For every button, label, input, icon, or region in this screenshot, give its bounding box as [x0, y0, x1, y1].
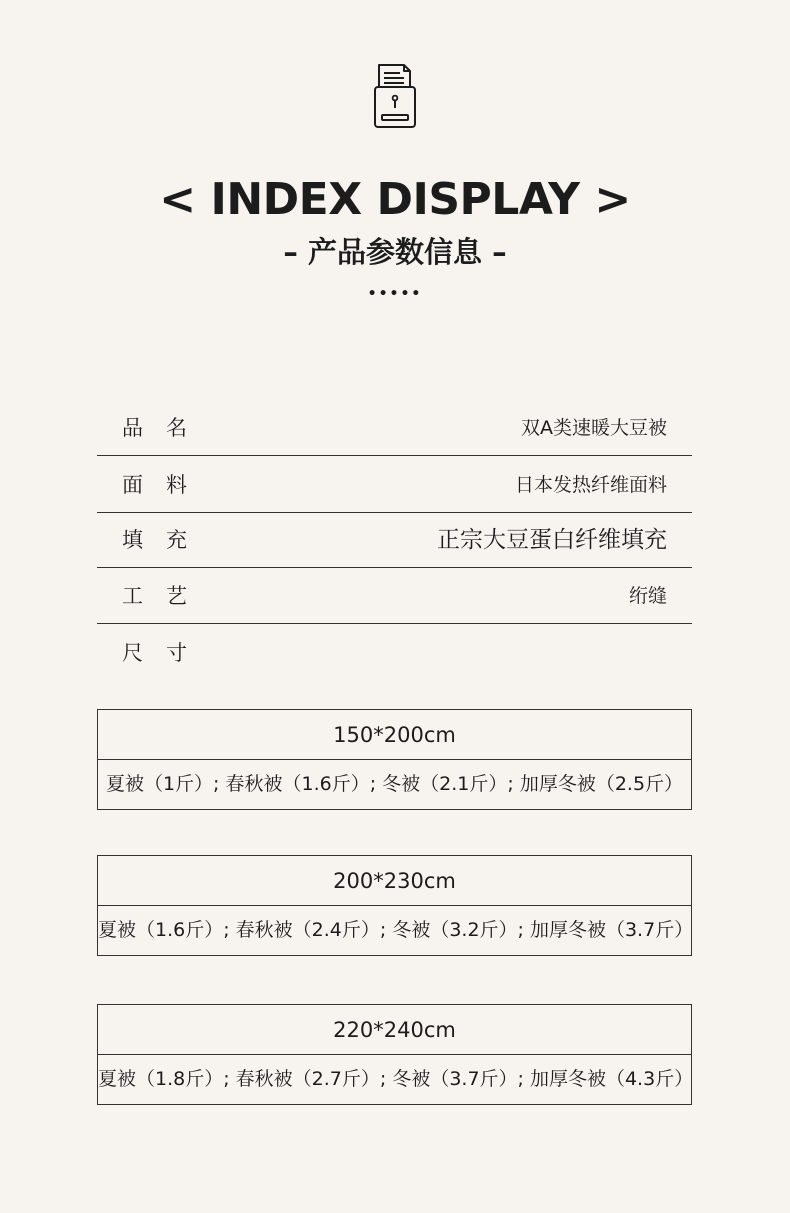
param-label-char: 寸: [166, 641, 187, 665]
param-label-char: 充: [166, 528, 187, 552]
param-label: [122, 568, 210, 624]
size-dimension: 220*240cm: [98, 1005, 691, 1055]
document-box-icon: [372, 63, 418, 129]
param-row-size: [97, 625, 692, 681]
param-label-char: 尺: [122, 641, 143, 665]
param-label: [122, 625, 210, 681]
size-weights: 夏被（1.8斤）; 春秋被（2.7斤）; 冬被（3.7斤）; 加厚冬被（4.3斤）: [98, 1068, 694, 1090]
param-value: 正宗大豆蛋白纤维填充: [437, 527, 667, 553]
param-value: 日本发热纤维面料: [514, 474, 667, 496]
param-row-name: [97, 400, 692, 456]
param-label: [122, 512, 210, 568]
param-label-char: 艺: [166, 584, 187, 608]
param-value: 双A类速暖大豆被: [521, 417, 667, 439]
size-dimension: 150*200cm: [98, 710, 691, 760]
param-label-char: 填: [122, 528, 143, 552]
size-table: [97, 855, 692, 956]
param-label: [122, 457, 210, 513]
param-row-fabric: [97, 457, 692, 513]
param-row-filling: [97, 512, 692, 568]
size-weights: 夏被（1斤）; 春秋被（1.6斤）; 冬被（2.1斤）; 加厚冬被（2.5斤）: [105, 773, 684, 795]
param-label-char: 工: [122, 584, 143, 608]
page-subtitle: – 产品参数信息 –: [283, 235, 507, 269]
size-table: [97, 709, 692, 810]
size-table: [97, 1004, 692, 1105]
size-weights: 夏被（1.6斤）; 春秋被（2.4斤）; 冬被（3.2斤）; 加厚冬被（3.7斤）: [98, 919, 694, 941]
param-row-craft: [97, 568, 692, 624]
param-label-char: 料: [166, 473, 187, 497]
param-label: [122, 400, 210, 456]
param-label-char: 品: [122, 416, 143, 440]
page-title: < INDEX DISPLAY >: [159, 174, 631, 225]
divider-line: [97, 623, 692, 624]
param-label-char: 面: [122, 473, 143, 497]
param-label-char: 名: [166, 416, 187, 440]
dot-divider: •••••: [367, 286, 423, 302]
size-dimension: 200*230cm: [98, 856, 691, 906]
divider-line: [97, 455, 692, 456]
param-value: 绗缝: [628, 585, 667, 607]
